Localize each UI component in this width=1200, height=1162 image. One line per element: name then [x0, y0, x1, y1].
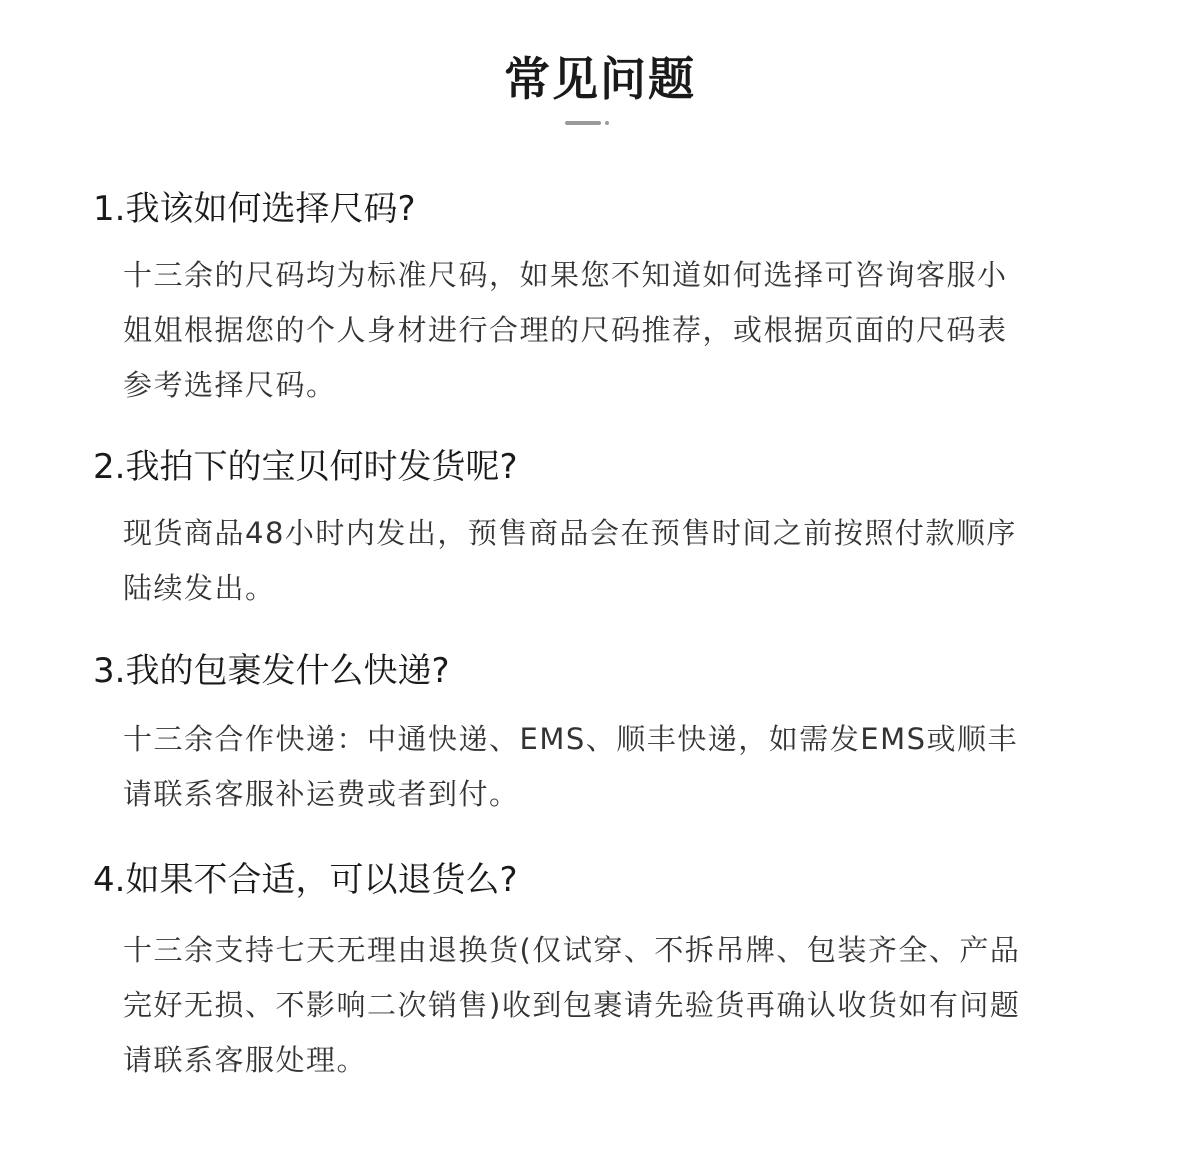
faq-answer	[123, 248, 1113, 413]
faq-answer	[123, 923, 1113, 1088]
faq-answer-line: 陆续发出。	[123, 571, 276, 605]
faq-answer-line: 请联系客服处理。	[123, 1043, 368, 1077]
faq-question: 2.我拍下的宝贝何时发货呢?	[93, 447, 518, 487]
faq-answer-line: 十三余支持七天无理由退换货(仅试穿、不拆吊牌、包装齐全、产品	[123, 933, 1021, 967]
faq-answer-line: 请联系客服补运费或者到付。	[123, 777, 520, 811]
divider-dot	[605, 121, 609, 125]
faq-answer-line: 参考选择尺码。	[123, 368, 337, 402]
faq-answer	[123, 712, 1113, 822]
title-divider	[565, 121, 611, 126]
faq-question: 1.我该如何选择尺码?	[93, 189, 416, 229]
divider-bar	[565, 121, 601, 125]
page-title: 常见问题	[504, 52, 696, 106]
faq-question: 3.我的包裹发什么快递?	[93, 651, 450, 691]
faq-question: 4.如果不合适，可以退货么?	[93, 860, 518, 900]
faq-answer-line: 姐姐根据您的个人身材进行合理的尺码推荐，或根据页面的尺码表	[123, 313, 1008, 347]
faq-answer-line: 十三余合作快递：中通快递、EMS、顺丰快递，如需发EMS或顺丰	[123, 722, 1019, 756]
faq-answer-line: 十三余的尺码均为标准尺码，如果您不知道如何选择可咨询客服小	[123, 258, 1008, 292]
faq-answer	[123, 506, 1113, 616]
faq-answer-line: 现货商品48小时内发出，预售商品会在预售时间之前按照付款顺序	[123, 516, 1017, 550]
faq-answer-line: 完好无损、不影响二次销售)收到包裹请先验货再确认收货如有问题	[123, 988, 1021, 1022]
